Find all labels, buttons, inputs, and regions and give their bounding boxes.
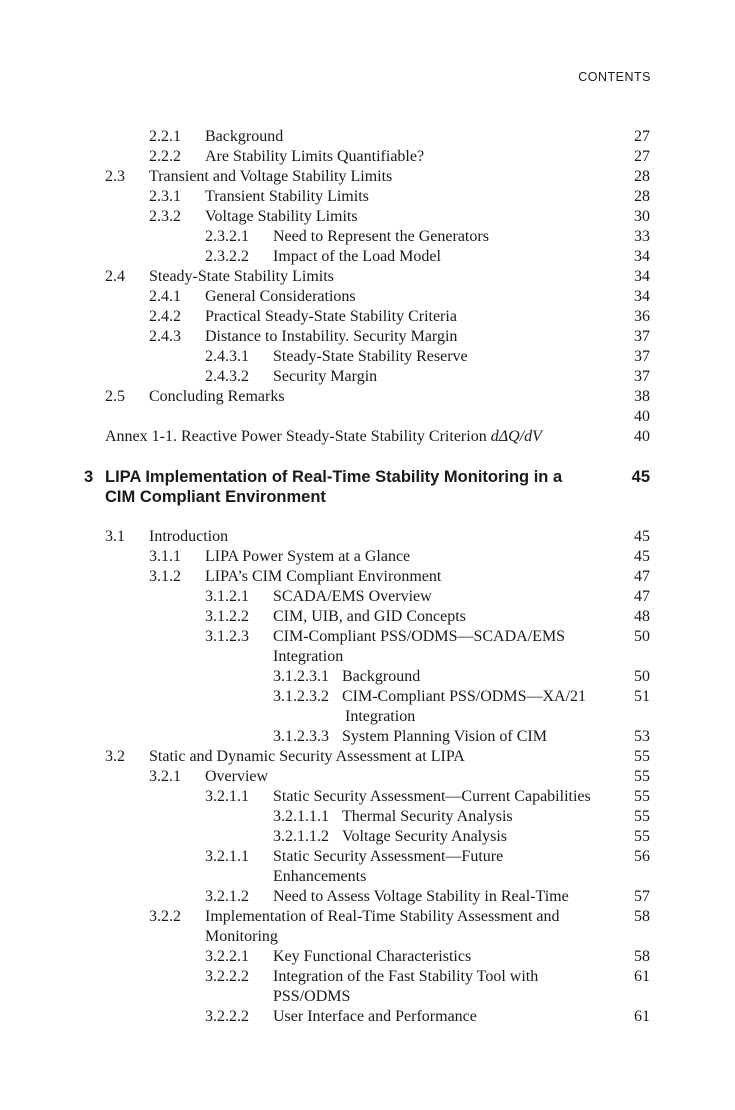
entry-title: LIPA Power System at a Glance [205, 548, 411, 565]
entry-page: 34 [634, 268, 650, 285]
entry-page: 51 [634, 688, 650, 705]
table-of-contents [0, 127, 735, 1027]
chapter-title-line2: CIM Compliant Environment [105, 488, 326, 506]
toc-entry[interactable] [0, 887, 735, 907]
entry-number: 2.4.3.1 [205, 348, 249, 365]
running-head: CONTENTS [578, 70, 651, 84]
entry-title: LIPA’s CIM Compliant Environment [205, 568, 442, 585]
toc-entry[interactable] [0, 327, 735, 347]
toc-entry[interactable] [0, 187, 735, 207]
entry-number: 2.3.2 [149, 208, 181, 225]
toc-entry[interactable] [0, 627, 735, 647]
entry-title: Background [342, 668, 421, 685]
entry-title: CIM-Compliant PSS/ODMS—SCADA/EMS [273, 628, 566, 645]
toc-entry[interactable] [0, 387, 735, 407]
toc-entry-continuation[interactable] [0, 867, 735, 887]
entry-page: 37 [634, 348, 650, 365]
entry-page: 37 [634, 328, 650, 345]
entry-number: 2.4.3 [149, 328, 181, 345]
entry-page: 28 [634, 188, 650, 205]
entry-title: Voltage Security Analysis [342, 828, 508, 845]
entry-number: 2.3.1 [149, 188, 181, 205]
entry-page: 27 [634, 128, 650, 145]
entry-page: 55 [634, 748, 650, 765]
entry-page: 34 [634, 248, 650, 265]
entry-number: 3.2.2.1 [205, 948, 249, 965]
entry-title: Practical Steady-State Stability Criteria [205, 308, 457, 325]
entry-number: 3.2.1.1.2 [273, 828, 329, 845]
entry-title: General Considerations [205, 288, 356, 305]
entry-number: 2.2.1 [149, 128, 181, 145]
toc-entry[interactable] [0, 367, 735, 387]
entry-title-continued: Integration [273, 648, 344, 665]
toc-entry[interactable] [0, 247, 735, 267]
entry-number: 2.4 [105, 268, 125, 285]
entry-page: 34 [634, 288, 650, 305]
toc-entry[interactable] [0, 167, 735, 187]
entry-number: 3.1.1 [149, 548, 181, 565]
entry-title: Need to Represent the Generators [273, 228, 489, 245]
entry-title: Key Functional Characteristics [273, 948, 472, 965]
toc-entry-continuation[interactable] [0, 707, 735, 727]
entry-title [105, 427, 542, 447]
entry-number: 2.4.2 [149, 308, 181, 325]
toc-entry[interactable] [0, 607, 735, 627]
entry-page: 27 [634, 148, 650, 165]
toc-entry[interactable] [0, 1007, 735, 1027]
entry-page: 58 [634, 948, 650, 965]
entry-number: 2.3.2.2 [205, 248, 249, 265]
entry-number: 3.2.1.1.1 [273, 808, 329, 825]
toc-list-chapter-3 [0, 527, 735, 1027]
entry-number: 3.2.2.2 [205, 968, 249, 985]
entry-title: Transient and Voltage Stability Limits [149, 168, 393, 185]
entry-title: Overview [205, 768, 269, 785]
toc-entry[interactable] [0, 207, 735, 227]
entry-number: 3.2.1 [149, 768, 181, 785]
entry-title: Static Security Assessment—Current Capabilities [273, 788, 591, 805]
entry-title: Are Stability Limits Quantifiable? [205, 148, 425, 165]
entry-page: 61 [634, 1008, 650, 1025]
entry-page: 45 [634, 548, 650, 565]
toc-entry[interactable] [0, 947, 735, 967]
entry-title: Integration of the Fast Stability Tool with [273, 968, 539, 985]
toc-entry[interactable] [0, 127, 735, 147]
entry-title-continued: Enhancements [273, 868, 367, 885]
entry-page: 38 [634, 388, 650, 405]
toc-entry[interactable] [0, 767, 735, 787]
entry-title: System Planning Vision of CIM [342, 728, 547, 745]
chapter-number: 3 [84, 468, 94, 486]
toc-entry[interactable] [0, 407, 735, 427]
entry-page: 55 [634, 828, 650, 845]
toc-entry[interactable] [0, 727, 735, 747]
entry-page: 55 [634, 768, 650, 785]
entry-title: CIM-Compliant PSS/ODMS—XA/21 [342, 688, 587, 705]
toc-entry[interactable] [0, 307, 735, 327]
entry-page: 55 [634, 808, 650, 825]
entry-title-continued: Monitoring [205, 928, 278, 945]
entry-page: 48 [634, 608, 650, 625]
entry-page: 47 [634, 588, 650, 605]
entry-number: 2.4.3.2 [205, 368, 249, 385]
entry-title: Steady-State Stability Limits [149, 268, 334, 285]
toc-entry[interactable] [0, 527, 735, 547]
toc-entry[interactable] [0, 427, 735, 447]
toc-entry[interactable] [0, 907, 735, 927]
chapter-heading[interactable] [0, 467, 735, 507]
entry-number: 3.1.2 [149, 568, 181, 585]
entry-number: 3.1.2.3.3 [273, 728, 329, 745]
entry-title-text: Annex 1-1. Reactive Power Steady-State Stability Criterion [105, 428, 491, 445]
entry-title: Transient Stability Limits [205, 188, 369, 205]
entry-title: Introduction [149, 528, 229, 545]
toc-entry-continuation[interactable] [0, 927, 735, 947]
entry-title: Static Security Assessment—Future [273, 848, 504, 865]
entry-title: Background [205, 128, 284, 145]
entry-number: 3.2.2 [149, 908, 181, 925]
toc-entry[interactable] [0, 147, 735, 167]
entry-number: 2.3.2.1 [205, 228, 249, 245]
toc-entry[interactable] [0, 847, 735, 867]
toc-entry[interactable] [0, 587, 735, 607]
entry-title: Concluding Remarks [149, 388, 285, 405]
entry-page: 40 [634, 408, 650, 425]
toc-list-chapter-2 [0, 127, 735, 447]
entry-number: 2.2.2 [149, 148, 181, 165]
entry-title: Impact of the Load Model [273, 248, 441, 265]
toc-entry[interactable] [0, 667, 735, 687]
entry-number: 3.1.2.3.2 [273, 688, 329, 705]
entry-page: 58 [634, 908, 650, 925]
entry-title: Security Margin [273, 368, 378, 385]
toc-entry[interactable] [0, 687, 735, 707]
entry-page: 30 [634, 208, 650, 225]
entry-number: 3.2.1.1 [205, 848, 249, 865]
entry-title: Distance to Instability. Security Margin [205, 328, 458, 345]
entry-page: 61 [634, 968, 650, 985]
entry-title-continued: Integration [345, 708, 416, 725]
entry-number: 3.1.2.3.1 [273, 668, 329, 685]
entry-number: 3.2 [105, 748, 125, 765]
entry-page: 37 [634, 368, 650, 385]
entry-title: Steady-State Stability Reserve [273, 348, 468, 365]
entry-page: 53 [634, 728, 650, 745]
toc-entry[interactable] [0, 287, 735, 307]
entry-title: CIM, UIB, and GID Concepts [273, 608, 466, 625]
entry-page: 55 [634, 788, 650, 805]
entry-page: 57 [634, 888, 650, 905]
entry-page: 40 [634, 428, 650, 445]
toc-entry-continuation[interactable] [0, 647, 735, 667]
entry-title: Voltage Stability Limits [205, 208, 358, 225]
entry-number: 3.1.2.3 [205, 628, 249, 645]
toc-entry[interactable] [0, 227, 735, 247]
toc-entry[interactable] [0, 967, 735, 987]
entry-page: 56 [634, 848, 650, 865]
entry-number: 3.2.2.2 [205, 1008, 249, 1025]
entry-number: 2.5 [105, 388, 125, 405]
toc-entry[interactable] [0, 347, 735, 367]
entry-number: 3.1 [105, 528, 125, 545]
chapter-title-line1: LIPA Implementation of Real-Time Stability Monitoring in a [105, 468, 563, 486]
toc-entry[interactable] [0, 787, 735, 807]
entry-title: User Interface and Performance [273, 1008, 477, 1025]
toc-entry[interactable] [0, 547, 735, 567]
entry-page: 50 [634, 628, 650, 645]
entry-page: 28 [634, 168, 650, 185]
entry-page: 36 [634, 308, 650, 325]
toc-entry[interactable] [0, 807, 735, 827]
entry-number: 2.3 [105, 168, 125, 185]
entry-title: SCADA/EMS Overview [273, 588, 432, 605]
entry-page: 50 [634, 668, 650, 685]
chapter-page: 45 [631, 468, 650, 486]
entry-title: Thermal Security Analysis [342, 808, 513, 825]
entry-number: 3.1.2.2 [205, 608, 249, 625]
entry-page: 45 [634, 528, 650, 545]
toc-entry[interactable] [0, 267, 735, 287]
entry-page: 47 [634, 568, 650, 585]
entry-title: Need to Assess Voltage Stability in Real-Time [273, 888, 569, 905]
toc-entry[interactable] [0, 567, 735, 587]
entry-title-continued: PSS/ODMS [273, 988, 351, 1005]
toc-entry-continuation[interactable] [0, 987, 735, 1007]
toc-entry[interactable] [0, 747, 735, 767]
entry-title: Static and Dynamic Security Assessment at LIPA [149, 748, 465, 765]
entry-number: 3.1.2.1 [205, 588, 249, 605]
entry-math: dΔQ/dV [490, 428, 542, 445]
entry-number: 2.4.1 [149, 288, 181, 305]
entry-number: 3.2.1.2 [205, 888, 249, 905]
entry-title: Implementation of Real-Time Stability Assessment and [205, 908, 560, 925]
entry-page: 33 [634, 228, 650, 245]
entry-number: 3.2.1.1 [205, 788, 249, 805]
toc-entry[interactable] [0, 827, 735, 847]
